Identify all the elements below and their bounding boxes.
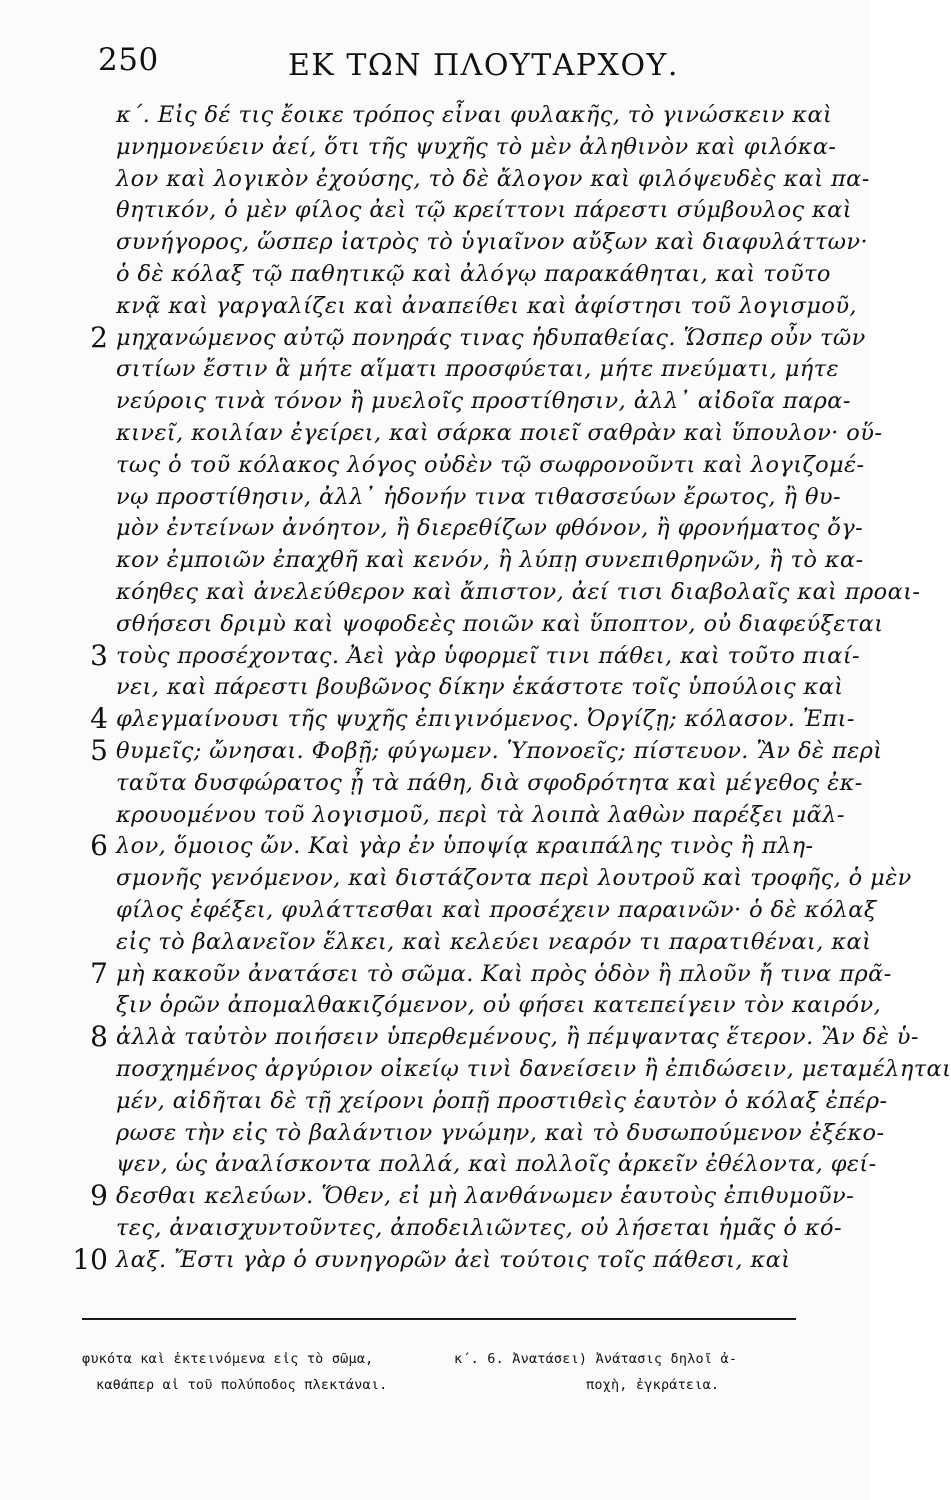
- text-line: ψεν, ὡς ἀναλίσκοντα πολλά, καὶ πολλοῖς ἀρκεῖν ἐθέλοντα, φεί-: [116, 1151, 877, 1178]
- text-line: τες, ἀναισχυντοῦντες, ἀποδειλιῶντες, οὐ λήσεται ἡμᾶς ὁ κό-: [116, 1215, 842, 1241]
- paragraph-number: 7: [90, 956, 108, 990]
- text-line: ταῦτα δυσφώρατος ᾖ τὰ πάθη, διὰ σφοδρότητα καὶ μέγεθος ἐκ-: [116, 769, 863, 796]
- text-line: κνᾷ καὶ γαργαλίζει καὶ ἀναπείθει καὶ ἀφίστησι τοῦ λογισμοῦ,: [116, 292, 857, 319]
- text-line: θυμεῖς; ὤνησαι. Φοβῇ; φύγωμεν. Ὑπονοεῖς; πίστευον. Ἂν δὲ περὶ: [116, 738, 883, 764]
- text-line: ρωσε τὴν εἰς τὸ βαλάντιον γνώμην, καὶ τὸ δυσωπούμενον ἐξέκο-: [116, 1119, 885, 1146]
- text-line: θητικόν, ὁ μὲν φίλος ἀεὶ τῷ κρείττονι πάρεστι σύμβουλος καὶ: [116, 197, 852, 224]
- text-line: σιτίων ἔστιν ἃ μήτε αἵματι προσφύεται, μήτε πνεύματι, μήτε: [116, 356, 839, 383]
- page-number: 250: [98, 42, 159, 78]
- text-line: κόηθες καὶ ἀνελεύθερον καὶ ἄπιστον, ἀεί τισι διαβολαῖς καὶ προαι-: [116, 579, 921, 605]
- paragraph-number: 9: [90, 1179, 108, 1213]
- text-line: κρουομένου τοῦ λογισμοῦ, περὶ τὰ λοιπὰ λαθὼν παρέξει μᾶλ-: [116, 801, 845, 828]
- text-line: συνήγορος, ὥσπερ ἰατρὸς τὸ ὑγιαῖνον αὔξων καὶ διαφυλάττων·: [116, 229, 869, 256]
- paragraph-number: 4: [90, 702, 108, 736]
- text-line: ἀλλὰ ταὐτὸν ποιήσειν ὑπερθεμένους, ἢ πέμψαντας ἕτερον. Ἂν δὲ ὑ-: [116, 1024, 919, 1051]
- text-line: κ΄. Εἰς δέ τις ἔοικε τρόπος εἶναι φυλακῆς, τὸ γινώσκειν καὶ: [116, 102, 833, 128]
- paragraph-number: 3: [90, 638, 108, 672]
- footnote-divider: [82, 1318, 796, 1320]
- paragraph-number: 10: [72, 1242, 108, 1276]
- text-line: νει, καὶ πάρεστι βουβῶνος δίκην ἑκάστοτε τοῖς ὑπούλοις καὶ: [116, 674, 844, 701]
- text-line: λαξ. Ἔστι γὰρ ὁ συνηγορῶν ἀεὶ τούτοις τοῖς πάθεσι, καὶ: [116, 1246, 791, 1273]
- text-line: μηχανώμενος αὐτῷ πονηράς τινας ἡδυπαθείας. Ὥσπερ οὖν τῶν: [116, 324, 866, 351]
- text-line: κινεῖ, κοιλίαν ἐγείρει, καὶ σάρκα ποιεῖ σαθρὰν καὶ ὕπουλον· οὕ-: [116, 420, 883, 446]
- footnote-right-line-2: ποχὴ, ἐγκράτεια.: [586, 1377, 720, 1393]
- paragraph-number: 6: [90, 829, 108, 863]
- text-line: εἰς τὸ βαλανεῖον ἕλκει, καὶ κελεύει νεαρόν τι παρατιθέναι, καὶ: [116, 928, 872, 955]
- footnote-right-line-1: κ΄. 6. Ἀνατάσει) Ἀνάτασις δηλοῖ ἀ-: [454, 1351, 738, 1367]
- page-header: [98, 42, 798, 92]
- text-line: μνημονεύειν ἀεί, ὅτι τῆς ψυχῆς τὸ μὲν ἀληθινὸν καὶ φιλόκα-: [116, 133, 837, 160]
- text-line: μὴ κακοῦν ἀνατάσει τὸ σῶμα. Καὶ πρὸς ὁδὸν ἢ πλοῦν ἤ τινα πρᾶ-: [116, 960, 892, 987]
- footnote-left-line-2: καθάπερ αἱ τοῦ πολύποδος πλεκτάναι.: [96, 1377, 388, 1393]
- text-line: μέν, αἰδῆται δὲ τῇ χείρονι ῥοπῇ προστιθεὶς ἑαυτὸν ὁ κόλαξ ἐπέρ-: [116, 1087, 888, 1114]
- text-line: ὁ δὲ κόλαξ τῷ παθητικῷ καὶ ἀλόγῳ παρακάθηται, καὶ τοῦτο: [116, 261, 831, 287]
- text-line: φλεγμαίνουσι τῆς ψυχῆς ἐπιγινόμενος. Ὀργίζῃ; κόλασον. Ἐπι-: [116, 706, 855, 733]
- text-line: νεύροις τινὰ τόνον ἢ μυελοῖς προστίθησιν, ἀλλ᾽ αἰδοῖα παρα-: [116, 388, 851, 415]
- text-line: κον ἐμποιῶν ἐπαχθῆ καὶ κενόν, ἢ λύπῃ συνεπιθρηνῶν, ἢ τὸ κα-: [116, 547, 864, 574]
- paragraph-number: 8: [90, 1020, 108, 1054]
- text-line: δεσθαι κελεύων. Ὅθεν, εἰ μὴ λανθάνωμεν ἑαυτοὺς ἐπιθυμοῦν-: [116, 1183, 855, 1210]
- text-line: τως ὁ τοῦ κόλακος λόγος οὐδὲν τῷ σωφρονοῦντι καὶ λογιζομέ-: [116, 451, 865, 478]
- text-line: σμονῆς γενόμενον, καὶ διστάζοντα περὶ λουτροῦ καὶ τροφῆς, ὁ μὲν: [116, 865, 912, 892]
- text-line: ξιν ὁρῶν ἀπομαλθακιζόμενον, οὐ φήσει κατεπείγειν τὸν καιρόν,: [116, 992, 882, 1019]
- footnote-left-line-1: φυκότα καὶ ἐκτεινόμενα εἰς τὸ σῶμα,: [82, 1351, 374, 1367]
- text-line: φίλος ἐφέξει, φυλάττεσθαι καὶ προσέχειν παραινῶν· ὁ δὲ κόλαξ: [116, 897, 877, 923]
- text-line: λον καὶ λογικὸν ἐχούσης, τὸ δὲ ἄλογον καὶ φιλόψευδὲς καὶ πα-: [116, 165, 870, 192]
- text-line: νῳ προστίθησιν, ἀλλ᾽ ἡδονήν τινα τιθασσεύων ἔρωτος, ἢ θυ-: [116, 483, 841, 510]
- text-line: ποσχημένος ἀργύριον οἰκείῳ τινὶ δανείσειν ἢ ἐπιδώσειν, μεταμέληται: [116, 1056, 951, 1082]
- paragraph-number: 2: [90, 320, 108, 354]
- text-line: τοὺς προσέχοντας. Ἀεὶ γὰρ ὑφορμεῖ τινι πάθει, καὶ τοῦτο πιαί-: [116, 642, 861, 669]
- text-line: σθήσεσι δριμὺ καὶ ψοφοδεὲς ποιῶν καὶ ὕποπτον, οὐ διαφεύξεται: [116, 610, 884, 637]
- text-line: λον, ὅμοιος ὤν. Καὶ γὰρ ἐν ὑποψίᾳ κραιπάλης τινὸς ἢ πλη-: [116, 833, 814, 860]
- paragraph-number: 5: [90, 734, 108, 767]
- running-head: ΕΚ ΤΩΝ ΠΛΟΥΤΑΡΧΟΥ.: [288, 48, 679, 83]
- text-line: μὸν ἐντείνων ἀνόητον, ἢ διερεθίζων φθόνον, ἢ φρονήματος ὄγ-: [116, 515, 864, 542]
